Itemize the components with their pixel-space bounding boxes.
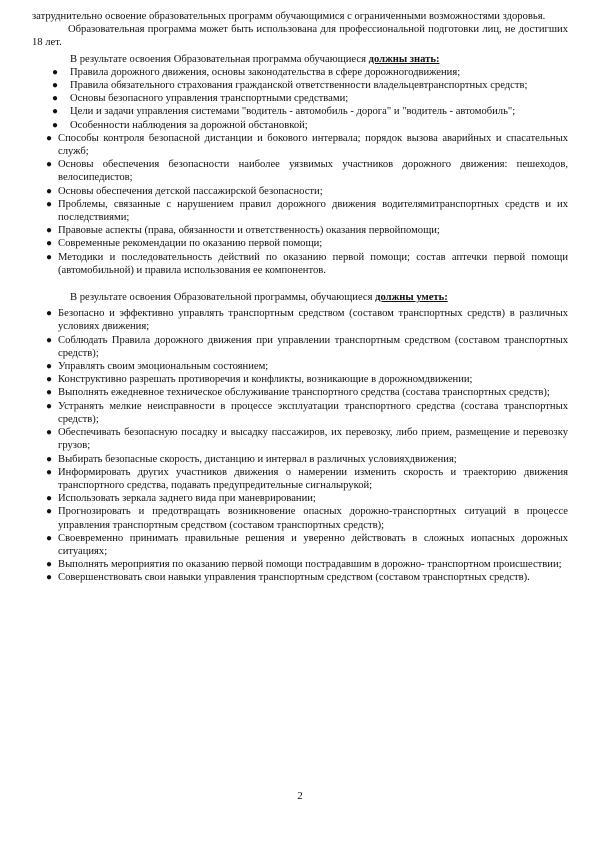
able-list-item <box>32 307 568 333</box>
know-list-item <box>32 92 568 105</box>
bullet-icon: ● <box>46 506 53 518</box>
able-list-item <box>32 386 568 399</box>
know-item-text: Основы обеспечения детской пассажирской безопасности; <box>58 185 323 197</box>
know-item-text: Способы контроля безопасной дистанции и бокового интервала; порядок вызова аварийных и спасательных служб; <box>58 132 568 158</box>
bullet-icon: ● <box>46 572 53 584</box>
intro-paragraph-2: Образовательная программа может быть использована для профессиональной подготовки лиц, не достигших 18 лет. <box>32 24 568 49</box>
know-item-text: Особенности наблюдения за дорожной обстановкой; <box>70 119 308 131</box>
know-list-item <box>32 79 568 92</box>
know-item-text: Основы безопасного управления транспортными средствами; <box>70 93 349 105</box>
know-list-item <box>32 119 568 132</box>
bullet-icon: ● <box>46 159 53 171</box>
able-list-item <box>32 400 568 426</box>
bullet-icon: ● <box>46 334 53 346</box>
know-list-item <box>32 105 568 118</box>
able-item-text: Обеспечивать безопасную посадку и высадку пассажиров, их перевозку, либо прием, размещение и перевозку грузов; <box>58 427 568 452</box>
able-item-text: Устранять мелкие неисправности в процессе эксплуатации транспортного средства (состава транспортных средств); <box>58 400 568 425</box>
able-list-item <box>32 492 568 505</box>
know-item-text: Основы обеспечения безопасности наиболее уязвимых участников дорожного движения: пешеходов, велосипедистов; <box>58 159 568 184</box>
know-list-item <box>32 251 568 277</box>
able-item-text: Своевременно принимать правильные решения и уверенно действовать в сложных иопасных дорожных ситуациях; <box>58 532 568 557</box>
know-item-text: Правовые аспекты (права, обязанности и ответственность) оказания первойпомощи; <box>58 225 440 237</box>
able-item-text: Информировать других участников движения о намерении изменить скорость и траекторию движения транспортного средства, подавать предупредительные сигналырукой; <box>58 466 568 491</box>
able-list-item <box>32 571 568 584</box>
know-list-item <box>32 66 568 79</box>
know-item-text: Правила дорожного движения, основы законодательства в сфере дорожногодвижения; <box>70 66 461 78</box>
bullet-icon: ● <box>52 93 59 105</box>
know-list-item <box>32 198 568 224</box>
able-list-item <box>32 373 568 386</box>
know-item-text: Правила обязательного страхования гражданской ответственности владельцевтранспортных средств; <box>70 80 528 92</box>
able-list-item <box>32 426 568 452</box>
know-list-item <box>32 185 568 198</box>
able-list-item <box>32 558 568 571</box>
know-list <box>32 66 568 277</box>
know-list-item <box>32 132 568 158</box>
bullet-icon: ● <box>46 493 53 505</box>
able-item-text: Выполнять мероприятия по оказанию первой помощи пострадавшим в дорожно- транспортном происшествии; <box>58 559 562 571</box>
able-item-text: Использовать зеркала заднего вида при маневрировании; <box>58 493 316 505</box>
bullet-icon: ● <box>52 66 59 78</box>
bullet-icon: ● <box>46 400 53 412</box>
able-list-item <box>32 466 568 492</box>
intro-paragraph-1: затруднительно освоение образовательных программ обучающимися с ограниченными возможностями здоровья. <box>32 11 546 22</box>
able-list-item <box>32 505 568 531</box>
able-list-item <box>32 453 568 466</box>
bullet-icon: ● <box>46 559 53 571</box>
able-item-text: Совершенствовать свои навыки управления транспортным средством (составом транспортных средств). <box>58 572 530 584</box>
know-lead-emphasis: должны знать: <box>368 53 440 65</box>
able-item-text: Выбирать безопасные скорость, дистанцию и интервал в различных условияхдвижения; <box>58 453 457 465</box>
able-list-item <box>32 532 568 558</box>
know-item-text: Проблемы, связанные с нарушением правил дорожного движения водителямитранспортных средств и их последствиями; <box>58 198 568 224</box>
bullet-icon: ● <box>46 374 53 386</box>
page-number: 2 <box>297 790 303 802</box>
know-list-item <box>32 224 568 237</box>
know-lead-text: В результате освоения Образовательная программа обучающиеся <box>70 53 369 65</box>
able-lead-emphasis: должны уметь: <box>375 292 448 304</box>
know-item-text: Методики и последовательность действий по оказанию первой помощи; состав аптечки первой помощи (автомобильной) и правила использования ее компонентов. <box>58 251 568 276</box>
bullet-icon: ● <box>46 532 53 544</box>
bullet-icon: ● <box>46 466 53 478</box>
bullet-icon: ● <box>46 361 53 373</box>
able-item-text: Управлять своим эмоциональным состоянием; <box>58 361 269 373</box>
bullet-icon: ● <box>52 80 59 92</box>
know-list-item <box>32 158 568 184</box>
know-item-text: Современные рекомендации по оказанию первой помощи; <box>58 238 323 250</box>
know-item-text: Цели и задачи управления системами "водитель - автомобиль - дорога" и "водитель - автомобиль"; <box>70 106 516 118</box>
able-list-item <box>32 360 568 373</box>
bullet-icon: ● <box>46 308 53 320</box>
bullet-icon: ● <box>46 251 53 263</box>
bullet-icon: ● <box>46 198 53 210</box>
bullet-icon: ● <box>46 238 53 250</box>
bullet-icon: ● <box>52 106 59 118</box>
able-lead-text: В результате освоения Образовательной программы, обучающиеся <box>70 292 376 304</box>
bullet-icon: ● <box>46 387 53 399</box>
bullet-icon: ● <box>52 119 59 131</box>
bullet-icon: ● <box>46 453 53 465</box>
able-item-text: Конструктивно разрешать противоречия и конфликты, возникающие в дорожномдвижении; <box>58 374 473 386</box>
able-lead <box>32 291 568 304</box>
bullet-icon: ● <box>46 132 53 144</box>
bullet-icon: ● <box>46 185 53 197</box>
able-item-text: Прогнозировать и предотвращать возникновение опасных дорожно-транспортных ситуаций в процессе управления транспортным средством (составом транспортных средств); <box>58 506 568 531</box>
know-lead <box>32 53 568 66</box>
able-item-text: Выполнять ежедневное техническое обслуживание транспортного средства (состава транспортных средств); <box>58 387 550 399</box>
bullet-icon: ● <box>46 225 53 237</box>
able-list-item <box>32 334 568 360</box>
able-item-text: Безопасно и эффективно управлять транспортным средством (составом транспортных средств) в различных условиях движения; <box>58 308 568 333</box>
bullet-icon: ● <box>46 427 53 439</box>
able-list <box>32 307 568 584</box>
able-item-text: Соблюдать Правила дорожного движения при управлении транспортным средством (составом транспортных средств); <box>58 334 568 359</box>
know-list-item <box>32 237 568 250</box>
